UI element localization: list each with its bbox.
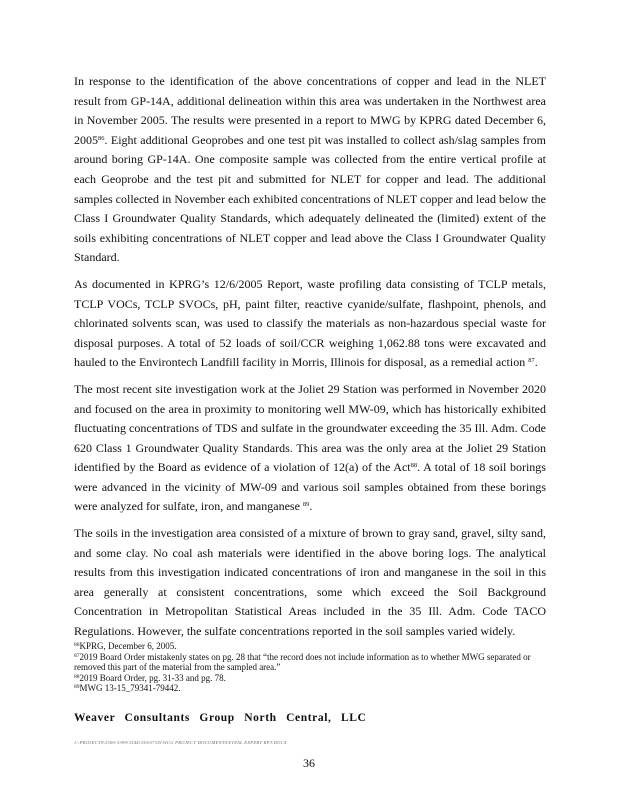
- footnote-88: [74, 673, 554, 684]
- paragraph-2-text-cont: .: [534, 355, 538, 370]
- paragraph-3-text: The most recent site investigation work at the Joliet 29 Station was performed in November 2020 and focused on the area in proximity to monitoring well MW-09, which has historically exhibited fluctuating concentrations of TDS and sulfate in the groundwater exceeding the 35 Ill. Adm. Code 620 Class 1 Groundwater Quality Standards. This area was the only area at the Joliet 29 Station identified by the Board as evidence of a violation of 12(a) of the Act: [74, 381, 546, 475]
- footnote-86: [74, 641, 554, 652]
- footnote-ref-87: 87: [528, 357, 535, 365]
- paragraph-2: [74, 275, 546, 373]
- paragraph-1-text: In response to the identification of the above concentrations of copper and lead in the NLET result from GP-14A, additional delineation within this area was undertaken in the Northwest area in November 2005. The results were presented in a report to MWG by KPRG dated December 6, 2005: [74, 74, 546, 147]
- footnote-text: 2019 Board Order, pg. 31-33 and pg. 78.: [79, 672, 226, 683]
- footnotes: [74, 641, 554, 694]
- paragraph-3: [74, 380, 546, 517]
- footnote-ref-89: 89: [302, 501, 310, 509]
- footnote-text: 2019 Board Order mistakenly states on pg. 28 that “the record does not include information as to whether MWG separated or removed this part of the material from the sampled area.”: [74, 651, 531, 673]
- footnote-ref-86: 86: [98, 134, 105, 142]
- file-path: J:\PROJECTS\3300-3399\3344\330\07\05\WCG PROJECT DOCUMENTS\FINAL EXPERT RPT.DOCX: [74, 740, 288, 745]
- paragraph-3-text-end: .: [309, 499, 313, 514]
- footnote-ref-88: 88: [410, 462, 418, 470]
- paragraph-1: [74, 72, 546, 268]
- footnote-number: 88: [74, 673, 80, 680]
- footnote-89: [74, 683, 554, 694]
- footnote-number: 86: [74, 642, 80, 648]
- paragraph-2-text: As documented in KPRG’s 12/6/2005 Report, waste profiling data consisting of TCLP metals, TCLP VOCs, TCLP SVOCs, pH, paint filter, reactive cyanide/sulfate, flashpoint, phenols, and chlorinated solvents scan, was used to classify the materials as non-hazardous special waste for disposal purposes. A total of 52 loads of soil/CCR weighing 1,062.88 tons were excavated and hauled to the Environtech Landfill facility in Morris, Illinois for disposal, as a remedial action: [74, 276, 546, 370]
- paragraph-4: [74, 524, 546, 642]
- footnote-87: [74, 652, 554, 673]
- firm-name: Weaver Consultants Group North Central, LLC: [74, 712, 367, 724]
- footnote-number: 87: [74, 652, 80, 659]
- paragraph-4-text: The soils in the investigation area consisted of a mixture of brown to gray sand, gravel, silty sand, and some clay. No coal ash materials were identified in the above boring logs. The analytical results from this investigation indicated concentrations of iron and manganese in the soil in this area generally at consistent concentrations, some which exceed the Soil Background Concentration in Metropolitan Statistical Areas included in the 35 Ill. Adm. Code TACO Regulations. However, the sulfate concentrations reported in the soil samples varied widely.: [74, 526, 546, 639]
- footnote-number: 89: [74, 684, 80, 691]
- footnote-text: KPRG, December 6, 2005.: [79, 641, 177, 651]
- page-number: 36: [303, 756, 315, 770]
- body-text: [74, 72, 546, 649]
- footnote-text: MWG 13-15_79341-79442.: [79, 683, 181, 694]
- paragraph-3-text-cont: . A total of 18 soil borings were advanced in the vicinity of MW-09 and various soil samples obtained from these borings were analyzed for sulfate, iron, and manganese: [74, 460, 546, 514]
- paragraph-1-text-cont: . Eight additional Geoprobes and one test pit was installed to collect ash/slag samples from around boring GP-14A. One composite sample was collected from the entire vertical profile at each Geoprobe and the test pit and submitted for NLET for copper and lead. The additional samples collected in November each exhibited concentrations of NLET copper and lead below the Class I Groundwater Quality Standards, which adequately delineated the (limited) extent of the soils exhibiting concentrations of NLET copper and lead above the Class I Groundwater Quality Standard.: [74, 132, 546, 265]
